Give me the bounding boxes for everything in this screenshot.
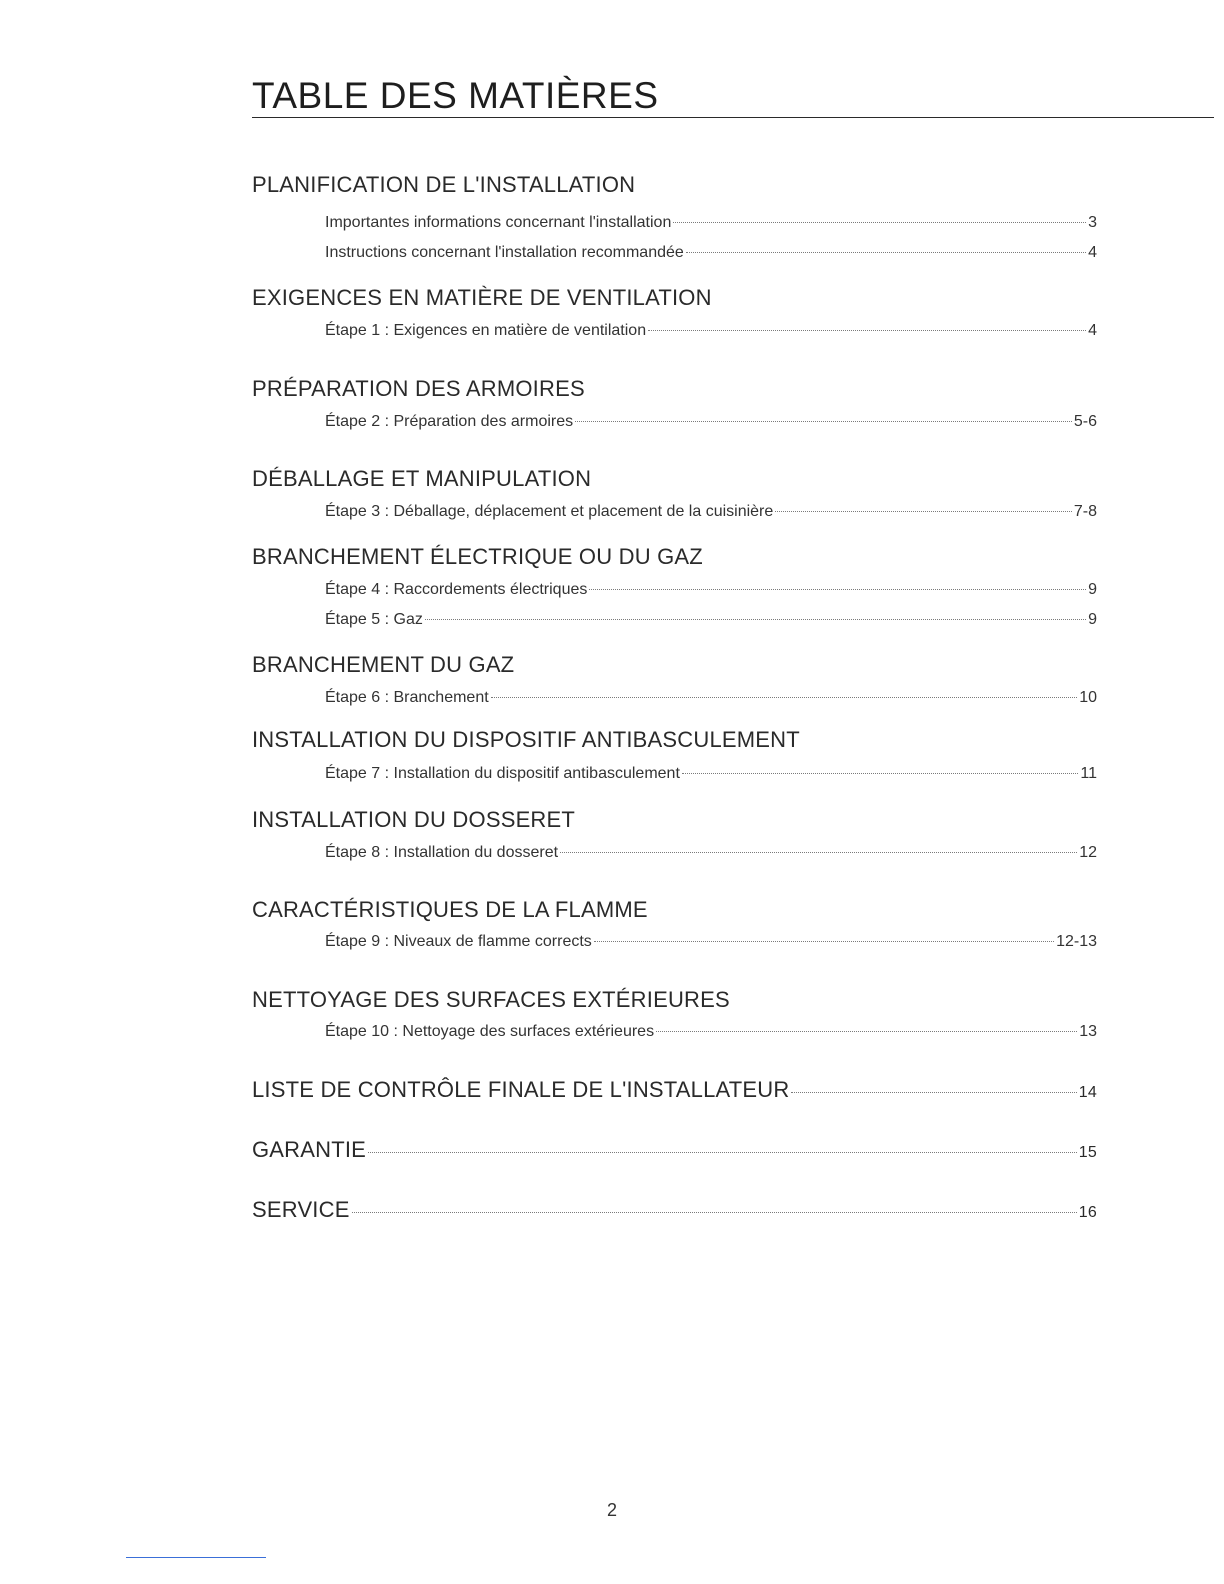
toc-page-ref: 11 <box>1080 765 1097 782</box>
section-heading-antibasculement: INSTALLATION DU DISPOSITIF ANTIBASCULEMENT <box>252 727 800 752</box>
toc-page-ref: 12-13 <box>1056 933 1097 950</box>
toc-entry-text: Étape 10 : Nettoyage des surfaces extérieures <box>325 1023 655 1040</box>
toc-entry[interactable] <box>325 580 1097 600</box>
toc-page-ref: 10 <box>1079 689 1097 706</box>
toc-entry-text: Étape 2 : Préparation des armoires <box>325 413 574 430</box>
toc-entry[interactable] <box>325 412 1097 432</box>
page-number: 2 <box>606 1500 617 1520</box>
dot-leader <box>491 697 1078 698</box>
toc-entry-text: LISTE DE CONTRÔLE FINALE DE L'INSTALLATEUR <box>252 1077 790 1102</box>
toc-entry[interactable] <box>325 1022 1097 1042</box>
dot-leader <box>648 330 1086 331</box>
toc-page-ref: 9 <box>1088 611 1097 628</box>
toc-entry-text: Étape 9 : Niveaux de flamme corrects <box>325 933 592 950</box>
toc-page-ref: 3 <box>1088 214 1097 231</box>
dot-leader <box>775 511 1072 512</box>
toc-page-ref: 7-8 <box>1073 503 1097 520</box>
toc-entry-text: Étape 7 : Installation du dispositif antibasculement <box>325 765 680 782</box>
section-heading-deballage: DÉBALLAGE ET MANIPULATION <box>252 466 592 491</box>
toc-page-ref: 14 <box>1078 1084 1097 1101</box>
dot-leader <box>560 852 1077 853</box>
toc-page-ref: 12 <box>1079 844 1097 861</box>
dot-leader <box>425 619 1086 620</box>
page-title: TABLE DES MATIÈRES <box>252 75 659 116</box>
toc-entry-text: Importantes informations concernant l'installation <box>325 214 672 231</box>
toc-entry[interactable] <box>325 932 1097 952</box>
toc-entry-text: GARANTIE <box>252 1137 367 1162</box>
dot-leader <box>686 252 1086 253</box>
dot-leader <box>368 1152 1077 1153</box>
toc-entry[interactable] <box>325 243 1097 263</box>
toc-entry-text: Étape 5 : Gaz <box>325 611 423 628</box>
toc-page-ref: 13 <box>1079 1023 1097 1040</box>
toc-entry[interactable] <box>325 764 1097 784</box>
toc-main-entry-garantie[interactable] <box>252 1136 1097 1167</box>
toc-main-entry-service[interactable] <box>252 1196 1097 1227</box>
section-heading-nettoyage: NETTOYAGE DES SURFACES EXTÉRIEURES <box>252 987 730 1012</box>
section-heading-dosseret: INSTALLATION DU DOSSERET <box>252 807 576 832</box>
toc-page-ref: 5-6 <box>1073 413 1097 430</box>
dot-leader <box>682 773 1079 774</box>
section-heading-planification: PLANIFICATION DE L'INSTALLATION <box>252 172 636 197</box>
toc-entry-text: Étape 6 : Branchement <box>325 689 489 706</box>
toc-entry-text: Étape 4 : Raccordements électriques <box>325 581 588 598</box>
dot-leader <box>575 421 1072 422</box>
dot-leader <box>589 589 1086 590</box>
title-underline <box>252 117 1214 118</box>
toc-entry-text: Étape 3 : Déballage, déplacement et placement de la cuisinière <box>325 503 774 520</box>
toc-main-entry-checklist[interactable] <box>252 1076 1097 1107</box>
toc-page-ref: 16 <box>1078 1204 1097 1221</box>
footer-rule <box>126 1557 266 1558</box>
toc-entry[interactable] <box>325 321 1097 341</box>
dot-leader <box>352 1212 1077 1213</box>
section-heading-branchement-electrique: BRANCHEMENT ÉLECTRIQUE OU DU GAZ <box>252 544 703 569</box>
dot-leader <box>656 1031 1077 1032</box>
toc-entry-text: Instructions concernant l'installation recommandée <box>325 244 684 261</box>
dot-leader <box>791 1092 1076 1093</box>
toc-page-ref: 4 <box>1088 244 1097 261</box>
section-heading-armoires: PRÉPARATION DES ARMOIRES <box>252 376 585 401</box>
dot-leader <box>594 941 1054 942</box>
toc-entry-text: SERVICE <box>252 1197 350 1222</box>
toc-entry[interactable] <box>325 688 1097 708</box>
toc-entry-text: Étape 1 : Exigences en matière de ventilation <box>325 322 647 339</box>
toc-page-ref: 15 <box>1078 1144 1097 1161</box>
toc-entry[interactable] <box>325 610 1097 630</box>
toc-entry[interactable] <box>325 502 1097 522</box>
toc-entry[interactable] <box>325 213 1097 233</box>
section-heading-flamme: CARACTÉRISTIQUES DE LA FLAMME <box>252 897 648 922</box>
section-heading-branchement-gaz: BRANCHEMENT DU GAZ <box>252 652 515 677</box>
dot-leader <box>673 222 1086 223</box>
toc-page-ref: 4 <box>1088 322 1097 339</box>
toc-entry[interactable] <box>325 843 1097 863</box>
section-heading-ventilation: EXIGENCES EN MATIÈRE DE VENTILATION <box>252 285 712 310</box>
toc-entry-text: Étape 8 : Installation du dosseret <box>325 844 559 861</box>
toc-page-ref: 9 <box>1088 581 1097 598</box>
